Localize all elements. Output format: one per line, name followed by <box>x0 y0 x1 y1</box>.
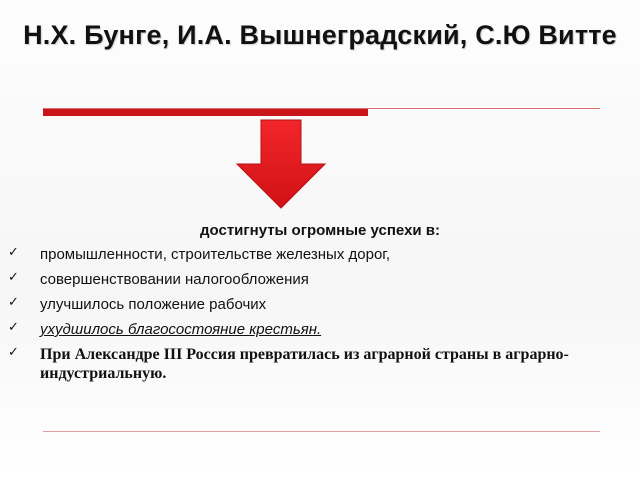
achievements-list <box>8 245 608 389</box>
list-item-text: промышленности, строительстве железных дорог, <box>40 246 391 263</box>
achievements-heading: достигнуты огромные успехи в: <box>199 222 441 239</box>
list-item-text: При Александре III Россия превратилась из аграрной страны в аграрно-индустриальную. <box>40 346 569 382</box>
list-item <box>8 270 608 289</box>
checkmark-icon: ✓ <box>8 320 19 335</box>
bottom-divider <box>43 431 600 432</box>
down-arrow-icon <box>234 118 328 210</box>
list-item <box>8 320 608 339</box>
top-divider-thick <box>43 109 368 116</box>
list-item-text: ухудшилось благосостояние крестьян. <box>40 321 322 338</box>
list-item <box>8 345 608 383</box>
list-item-text: улучшилось положение рабочих <box>40 296 267 313</box>
list-item-text: совершенствовании налогообложения <box>40 271 309 288</box>
list-item <box>8 245 608 264</box>
checkmark-icon: ✓ <box>8 345 19 360</box>
list-item <box>8 295 608 314</box>
slide-title: Н.Х. Бунге, И.А. Вышнеградский, С.Ю Витте <box>23 20 617 50</box>
checkmark-icon: ✓ <box>8 245 19 260</box>
checkmark-icon: ✓ <box>8 270 19 285</box>
checkmark-icon: ✓ <box>8 295 19 310</box>
